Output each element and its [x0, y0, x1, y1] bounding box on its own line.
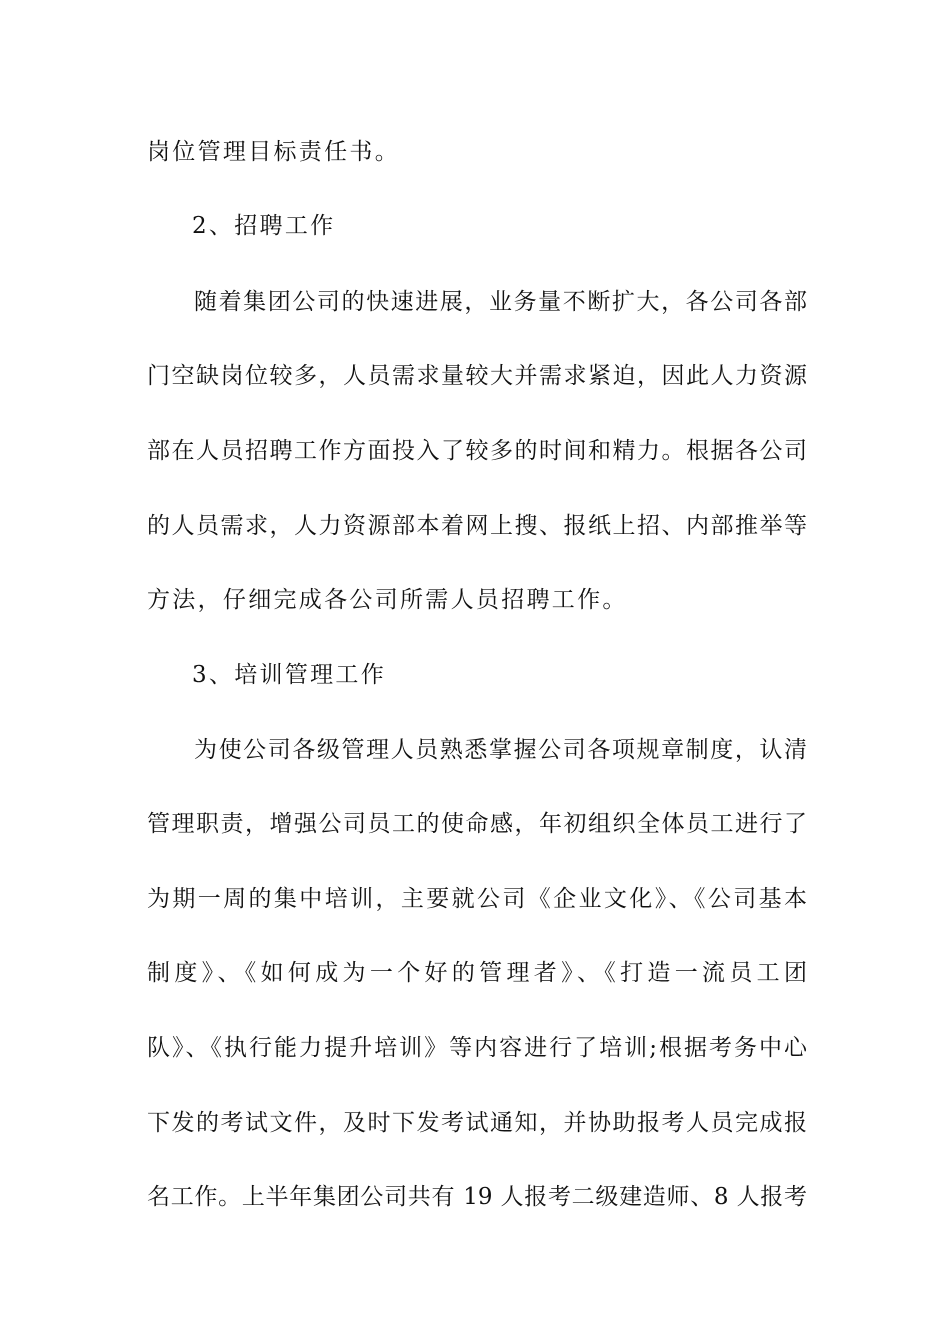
- paragraph-line: 岗位管理目标责任书。: [147, 139, 400, 165]
- paragraph-line: 为使公司各级管理人员熟悉掌握公司各项规章制度，认清: [194, 737, 807, 763]
- paragraph-line: 名工作。上半年集团公司共有 19 人报考二级建造师、8 人报考: [147, 1184, 807, 1210]
- paragraph-line: 下发的考试文件，及时下发考试通知，并协助报考人员完成报: [147, 1110, 807, 1136]
- section-heading-recruitment: 2、招聘工作: [192, 213, 336, 239]
- section-heading-training: 3、培训管理工作: [192, 662, 387, 688]
- paragraph-line: 部在人员招聘工作方面投入了较多的时间和精力。根据各公司: [147, 438, 807, 464]
- paragraph-line: 方法，仔细完成各公司所需人员招聘工作。: [147, 587, 628, 613]
- paragraph-line: 随着集团公司的快速进展，业务量不断扩大，各公司各部: [194, 289, 807, 315]
- paragraph-line: 队》、《执行能力提升培训》等内容进行了培训;根据考务中心: [147, 1035, 807, 1061]
- paragraph-line: 制度》、《如何成为一个好的管理者》、《打造一流员工团: [147, 960, 807, 986]
- paragraph-line: 为期一周的集中培训，主要就公司《企业文化》、《公司基本: [147, 886, 807, 912]
- paragraph-line: 的人员需求，人力资源部本着网上搜、报纸上招、内部推举等: [147, 513, 807, 539]
- paragraph-line: 门空缺岗位较多，人员需求量较大并需求紧迫，因此人力资源: [147, 363, 807, 389]
- paragraph-line: 管理职责，增强公司员工的使命感，年初组织全体员工进行了: [147, 811, 807, 837]
